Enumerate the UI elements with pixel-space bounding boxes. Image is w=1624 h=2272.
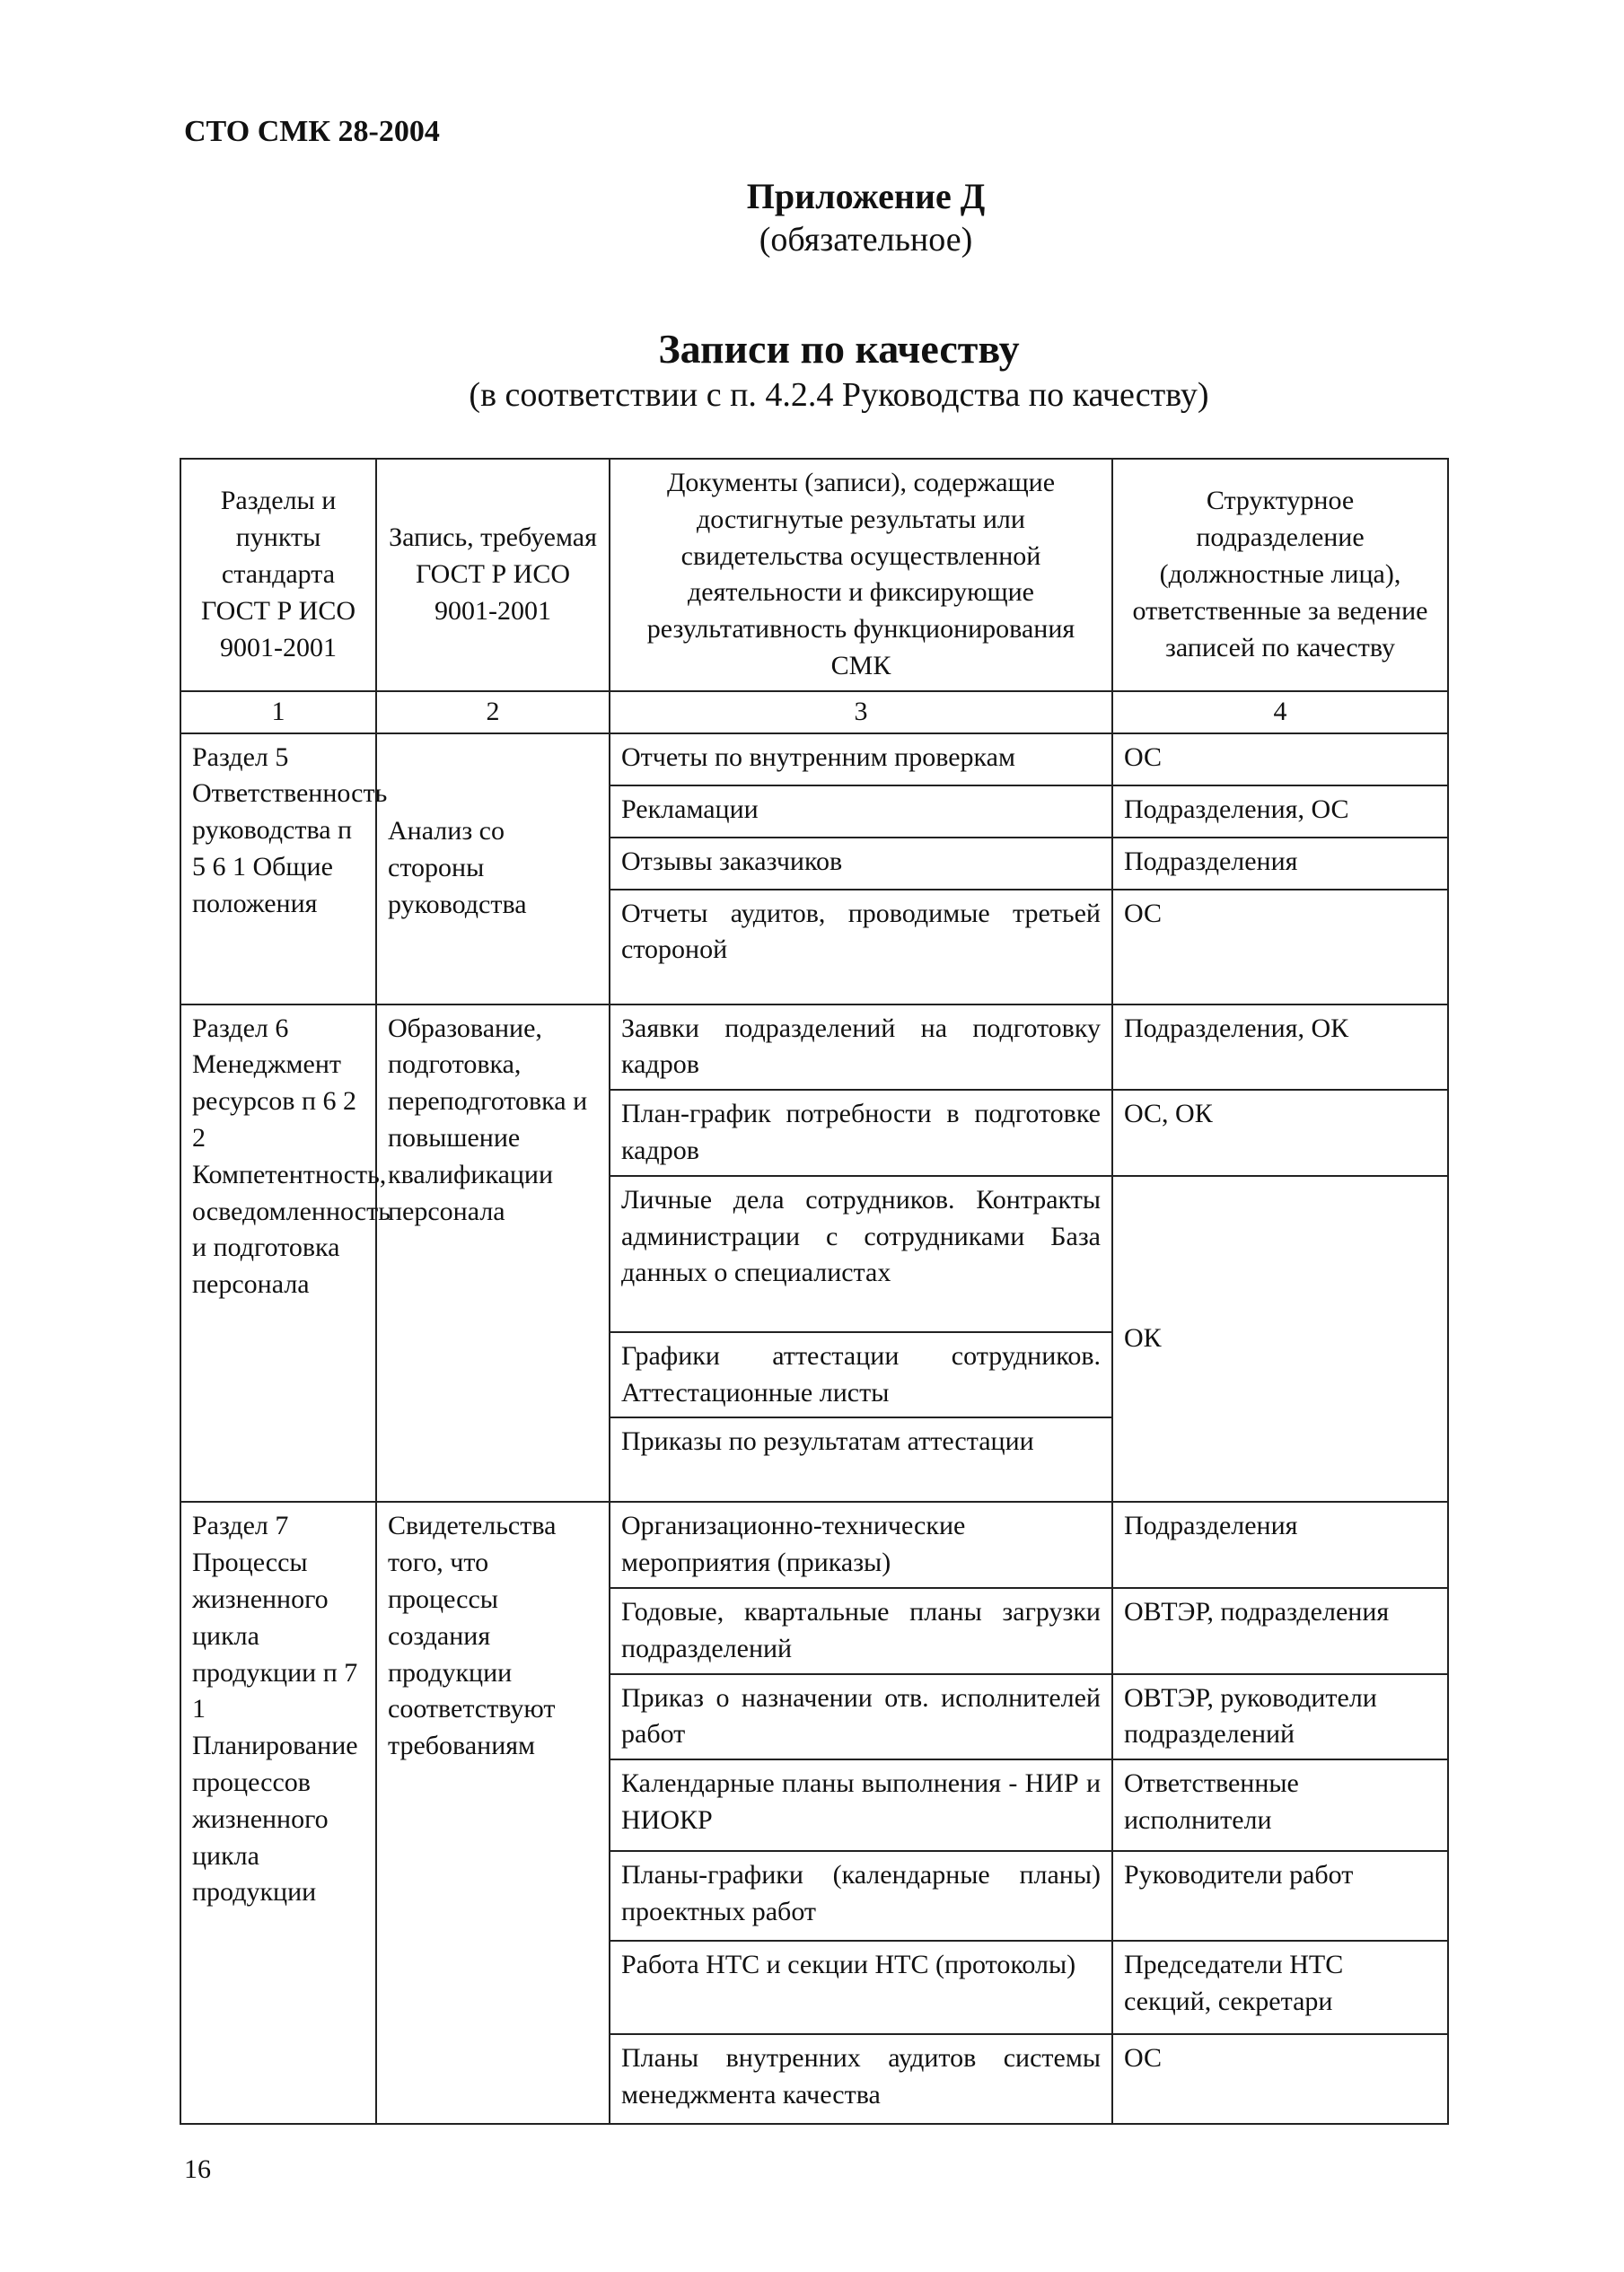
column-number: 3 [610,691,1112,733]
record-cell: Образование, подготовка, переподготовка и повышение квалификации персонала [376,1004,610,1503]
appendix-title: Приложение Д [746,176,986,216]
document-cell: Отчеты по внутренним проверкам [610,733,1112,785]
responsible-cell: Подразделения [1112,838,1448,890]
document-cell: Планы внутренних аудитов системы менеджмента качества [610,2034,1112,2124]
page-number: 16 [184,2154,211,2184]
document-cell: Приказ о назначении отв. исполнителей работ [610,1674,1112,1760]
document-cell: Графики аттестации сотрудников. Аттестационные листы [610,1332,1112,1418]
responsible-cell: Председатели НТС секций, секретари [1112,1941,1448,2034]
column-number: 4 [1112,691,1448,733]
column-number: 2 [376,691,610,733]
column-number-row [180,691,1448,733]
record-cell: Свидетельства того, что процессы создания продукции соответствуют требованиям [376,1502,610,2124]
document-code: СТО СМК 28-2004 [184,115,440,148]
column-number: 1 [180,691,376,733]
header-cell-record: Запись, требуемая ГОСТ Р ИСО 9001-2001 [376,459,610,691]
responsible-cell: Подразделения, ОС [1112,785,1448,838]
table-row [180,1502,1448,1588]
document-cell: Рекламации [610,785,1112,838]
document-cell: Заявки подразделений на подготовку кадров [610,1004,1112,1091]
document-cell: Личные дела сотрудников. Контракты администрации с сотрудниками База данных о специалистах [610,1176,1112,1332]
page-title: Записи по качеству [658,326,1020,372]
table-row [180,1004,1448,1091]
responsible-cell: ОС [1112,733,1448,785]
document-cell: Работа НТС и секции НТС (протоколы) [610,1941,1112,2034]
responsible-cell: ОС [1112,890,1448,1004]
table-row [180,733,1448,785]
responsible-cell: Подразделения, ОК [1112,1004,1448,1091]
section-cell: Раздел 6 Менеджмент ресурсов п 6 2 2 Компетентность, осведомленность и подготовка персонала [180,1004,376,1503]
responsible-cell: ОВТЭР, подразделения [1112,1588,1448,1674]
section-cell: Раздел 5 Ответственность руководства п 5 6 1 Общие положения [180,733,376,1004]
responsible-cell: ОС, ОК [1112,1090,1448,1176]
page-subtitle: (в соответствии с п. 4.2.4 Руководства по качеству) [469,376,1209,414]
appendix-note: (обязательное) [759,221,973,259]
responsible-cell: Подразделения [1112,1502,1448,1588]
document-cell: Приказы по результатам аттестации [610,1417,1112,1502]
header-cell-documents: Документы (записи), содержащие достигнутые результаты или свидетельства осуществленной деятельности и фиксирующие результативность функционирования СМК [610,459,1112,691]
document-cell: План-график потребности в подготовке кадров [610,1090,1112,1176]
responsible-cell: Ответственные исполнители [1112,1759,1448,1851]
header-cell-sections: Разделы и пункты стандарта ГОСТ Р ИСО 9001-2001 [180,459,376,691]
document-cell: Отчеты аудитов, проводимые третьей стороной [610,890,1112,1004]
document-cell: Календарные планы выполнения - НИР и НИОКР [610,1759,1112,1851]
responsible-cell: ОВТЭР, руководители подразделений [1112,1674,1448,1760]
responsible-cell: Руководители работ [1112,1851,1448,1941]
document-cell: Организационно-технические мероприятия (приказы) [610,1502,1112,1588]
document-cell: Планы-графики (календарные планы) проектных работ [610,1851,1112,1941]
document-cell: Годовые, квартальные планы загрузки подразделений [610,1588,1112,1674]
section-cell: Раздел 7 Процессы жизненного цикла продукции п 7 1 Планирование процессов жизненного цикла продукции [180,1502,376,2124]
table-header-row [180,459,1448,691]
quality-records-table [180,458,1449,2125]
document-cell: Отзывы заказчиков [610,838,1112,890]
header-cell-responsible: Структурное подразделение (должностные лица), ответственные за ведение записей по качеству [1112,459,1448,691]
record-cell: Анализ со стороны руководства [376,733,610,1004]
responsible-cell: ОС [1112,2034,1448,2124]
responsible-cell-merged: ОК [1112,1176,1448,1503]
